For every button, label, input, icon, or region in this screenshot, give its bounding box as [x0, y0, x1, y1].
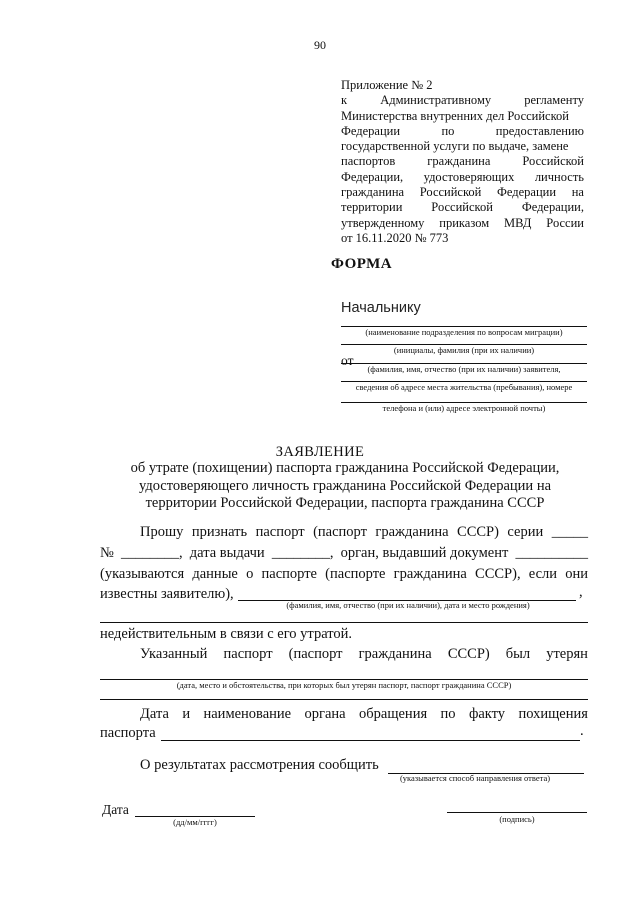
body-word: Дата	[140, 706, 169, 722]
appendix-word: территории	[341, 200, 403, 215]
appendix-word: Российской	[522, 154, 584, 169]
body-word: дата выдачи	[189, 545, 265, 561]
appendix-line	[341, 231, 584, 246]
appendix-line	[341, 124, 584, 139]
statement-subtitle-line: об утрате (похищении) паспорта гражданина Российской Федерации,	[130, 460, 560, 476]
body-word: СССР),	[475, 566, 521, 582]
appendix-word: МВД	[503, 215, 532, 230]
body-word: по	[440, 706, 456, 722]
appendix-word: гражданина	[427, 154, 491, 169]
addressee-block	[341, 300, 587, 413]
appendix-word: личность	[534, 169, 584, 184]
body-word: паспорт	[223, 646, 273, 662]
addressee-caption-2: (инициалы, фамилия (при их наличии)	[393, 345, 535, 355]
body-word: был	[505, 646, 531, 662]
appendix-line	[341, 109, 584, 124]
body-word: гражданина	[393, 566, 467, 582]
addressee-caption-4: сведения об адресе места жительства (пребывания), номере	[355, 382, 573, 392]
theft-underline	[161, 740, 580, 741]
body-line-4-end: ,	[579, 584, 583, 600]
statement-subtitle-line: удостоверяющего личность гражданина Российской Федерации на	[138, 477, 552, 494]
appendix-line	[341, 139, 584, 154]
appendix-word: утвержденному	[341, 215, 425, 230]
appendix-line	[341, 185, 584, 200]
appendix-block	[341, 78, 584, 246]
body-word: __________	[515, 545, 588, 561]
body-line-9: О результатах рассмотрения сообщить	[140, 757, 379, 773]
appendix-word: Российской	[431, 200, 493, 215]
form-label: ФОРМА	[331, 256, 393, 272]
appendix-word: Министерства внутренних дел Российской	[341, 108, 569, 123]
appendix-word: Российской	[419, 185, 482, 200]
body-word: наименование	[203, 706, 292, 722]
body-word: обращения	[359, 706, 428, 722]
body-word: Прошу	[140, 524, 184, 540]
body-word: №	[100, 545, 114, 561]
body-word: серии	[507, 524, 544, 540]
appendix-word: Федерации,	[341, 169, 404, 184]
method-caption: (указывается способ направления ответа)	[399, 773, 551, 783]
body-word: (паспорте	[325, 566, 386, 582]
appendix-word: Административному	[380, 93, 492, 108]
body-line-8-end: .	[580, 723, 584, 739]
appendix-word: от 16.11.2020 № 773	[341, 230, 449, 245]
body-word: (паспорт	[288, 646, 343, 662]
body-line-4-text: известны заявителю),	[100, 586, 234, 602]
body-word: (указываются	[100, 566, 185, 582]
appendix-word: России	[546, 215, 584, 230]
appendix-word: предоставлению	[495, 123, 584, 138]
appendix-word: Федерации	[497, 185, 557, 200]
body-line-3	[100, 566, 588, 583]
body-word: орган, выдавший документ	[340, 545, 509, 561]
body-word: паспорте	[261, 566, 317, 582]
statement-subtitle-line: территории Российской Федерации, паспорта гражданина СССР	[145, 495, 545, 511]
body-line-5: недействительным в связи с его утратой.	[100, 626, 353, 642]
signature-caption: (подпись)	[499, 814, 535, 824]
appendix-word: Федерации	[341, 123, 401, 138]
body-word: и	[182, 706, 191, 722]
body-line-1	[100, 524, 588, 541]
body-word: утерян	[546, 646, 588, 662]
appendix-line	[341, 154, 584, 169]
appendix-word: по	[441, 123, 455, 138]
appendix-word: гражданина	[341, 185, 405, 200]
fio-rule-2	[100, 622, 588, 623]
body-word: о	[246, 566, 254, 582]
body-word: СССР)	[457, 524, 499, 540]
fio-caption: (фамилия, имя, отчество (при их наличии), дата и место рождения)	[286, 600, 530, 610]
body-word: СССР)	[447, 646, 490, 662]
appendix-word: Федерации,	[521, 200, 584, 215]
body-word: признать	[191, 524, 248, 540]
appendix-line	[341, 170, 584, 185]
body-line-7	[100, 706, 588, 723]
body-word: (паспорт	[313, 524, 367, 540]
addressee-caption-1: (наименование подразделения по вопросам миграции)	[365, 327, 563, 337]
body-word: если	[528, 566, 558, 582]
body-line-8-text: паспорта	[100, 725, 156, 741]
appendix-word: паспортов	[341, 154, 396, 169]
body-word: гражданина	[375, 524, 449, 540]
page-number: 90	[314, 38, 326, 52]
appendix-title: Приложение № 2	[341, 78, 433, 92]
body-word: _____	[551, 524, 588, 540]
appendix-word: удостоверяющих	[423, 169, 515, 184]
addressee-to: Начальнику	[341, 300, 421, 316]
addressee-from: от	[341, 353, 354, 368]
body-word: данные	[192, 566, 238, 582]
body-word: факту	[468, 706, 506, 722]
appendix-word: приказом	[439, 215, 490, 230]
date-caption: (дд/мм/гггг)	[173, 817, 217, 827]
addressee-caption-5: телефона и (или) адресе электронной почты)	[382, 403, 546, 413]
appendix-word: на	[571, 185, 584, 200]
loss-caption: (дата, место и обстоятельства, при которых был утерян паспорт, паспорт гражданина СССР)	[176, 680, 512, 690]
body-word: паспорт	[255, 524, 305, 540]
appendix-word: регламенту	[524, 93, 584, 108]
body-word: Указанный	[140, 646, 208, 662]
body-word: органа	[304, 706, 346, 722]
addressee-caption-3: (фамилия, имя, отчество (при их наличии) заявителя,	[367, 364, 561, 374]
body-word: похищения	[518, 706, 588, 722]
appendix-word: к	[341, 93, 348, 108]
body-word: они	[565, 566, 588, 582]
body-word: гражданина	[358, 646, 432, 662]
body-line-6	[100, 646, 588, 663]
appendix-line	[341, 93, 584, 108]
loss-rule-2	[100, 699, 588, 700]
signature-underline	[447, 812, 587, 813]
statement-title: ЗАЯВЛЕНИЕ	[275, 444, 365, 460]
appendix-word: государственной услуги по выдаче, замене	[341, 139, 569, 154]
statement-subtitle	[100, 460, 590, 513]
body-word: ________,	[121, 545, 183, 561]
appendix-line	[341, 216, 584, 231]
body-word: ________,	[271, 545, 334, 561]
body-line-2	[100, 545, 588, 562]
appendix-line	[341, 200, 584, 215]
date-label: Дата	[102, 802, 129, 817]
